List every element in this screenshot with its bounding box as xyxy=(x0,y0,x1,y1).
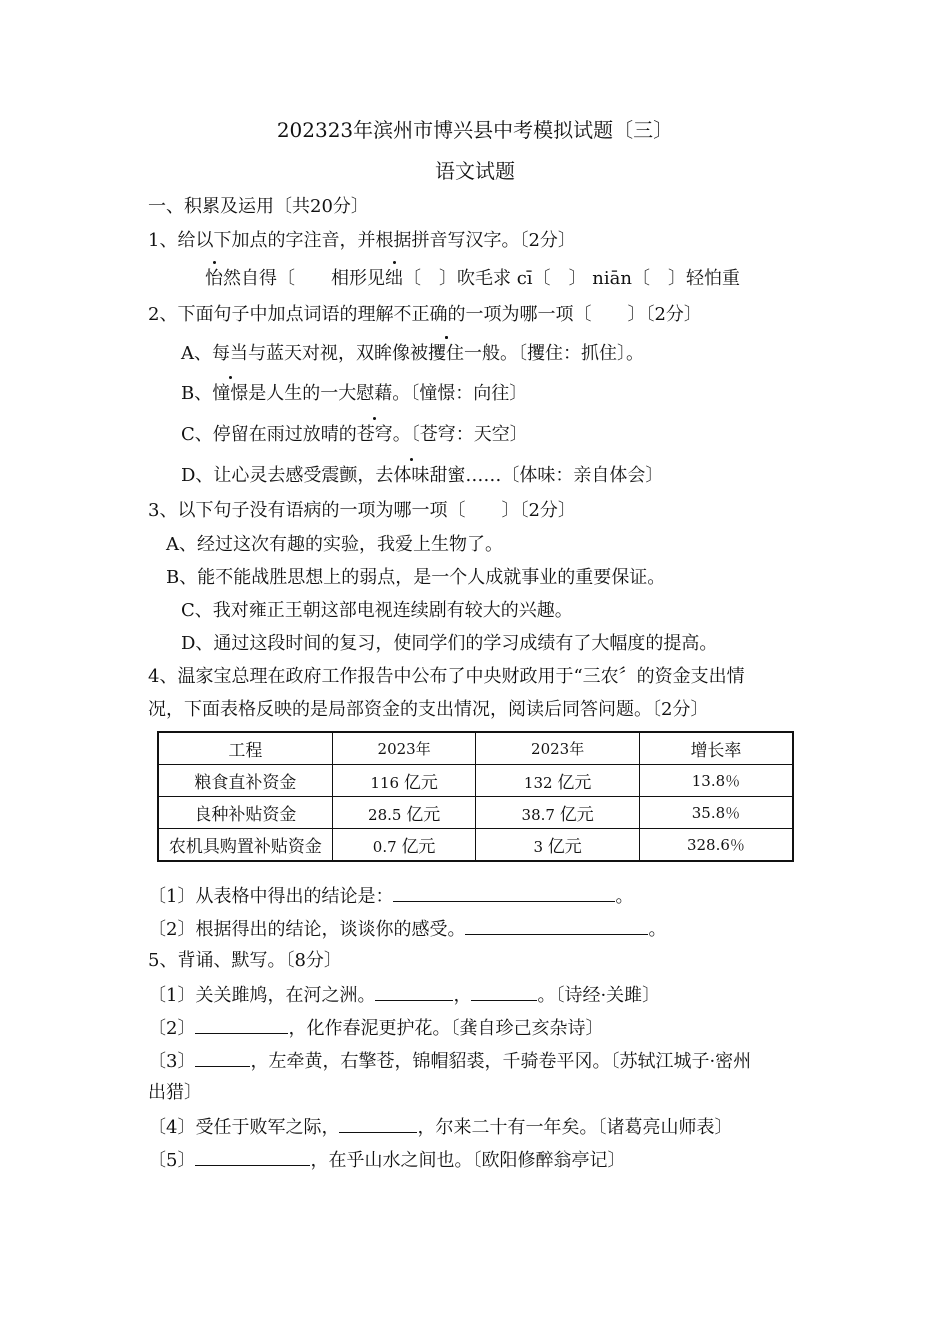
table-cell: 116 亿元 xyxy=(332,765,476,797)
table-header: 工程 xyxy=(158,732,332,765)
table-cell: 28.5 亿元 xyxy=(332,797,476,829)
table-cell-name: 良种补贴资金 xyxy=(158,797,332,829)
table-header: 增长率 xyxy=(639,732,793,765)
answer-blank[interactable] xyxy=(375,982,453,1001)
table-header: 2023年 xyxy=(476,732,639,765)
answer-blank[interactable] xyxy=(195,1015,288,1034)
table-cell-rate: 13.8％ xyxy=(639,765,793,797)
q5-line-5: 〔5〕 ，在乎山水之间也。〔欧阳修醉翁亭记〕 xyxy=(148,1147,625,1173)
answer-blank[interactable] xyxy=(471,982,537,1001)
page-subtitle: 语文试题 xyxy=(435,159,515,183)
q4-stem-line1: 4、温家宝总理在政府工作报告中公布了中央财政用于“三农〞的资金支出情 xyxy=(148,666,745,687)
answer-blank[interactable] xyxy=(195,1048,250,1067)
table-cell-name: 粮食直补资金 xyxy=(158,765,332,797)
q5-line-2: 〔2〕 ，化作春泥更护花。〔龚自珍己亥杂诗〕 xyxy=(148,1015,603,1041)
q2-option-c: C、停留在雨过放晴的苍穹。〔苍穹：天空〕 xyxy=(181,424,528,445)
table-cell: 132 亿元 xyxy=(476,765,639,797)
q3-option-a: A、经过这次有趣的实验，我爱上生物了。 xyxy=(166,534,503,555)
q1-dotted-char-2: 绌 xyxy=(385,268,403,289)
answer-blank[interactable] xyxy=(195,1147,310,1166)
q1-items: 怡然自得〔 相形见绌〔 〕吹毛求 cī〔 〕 niān〔 〕轻怕重 xyxy=(205,268,740,289)
q5-stem: 5、背诵、默写。〔8分〕 xyxy=(148,950,342,971)
table-header-row xyxy=(158,732,793,765)
table-row xyxy=(158,829,793,862)
q3-option-b: B、能不能战胜思想上的弱点，是一个人成就事业的重要保证。 xyxy=(166,567,666,588)
q5-line-3: 〔3〕 ，左牵黄，右擎苍，锦帽貂裘，千骑卷平冈。〔苏轼江城子·密州 xyxy=(148,1048,751,1074)
table-row xyxy=(158,797,793,829)
q2-option-a: A、每当与蓝天对视，双眸像被攫住一般。〔攫住：抓住〕。 xyxy=(181,343,644,364)
q4-stem-line2: 况，下面表格反映的是局部资金的支出情况，阅读后同答问题。〔2分〕 xyxy=(148,699,709,720)
table-cell: 0.7 亿元 xyxy=(332,829,476,862)
q2-option-b: B、憧憬是人生的一大慰藉。〔憧憬：向往〕 xyxy=(181,383,528,404)
q4-sub2: 〔2〕根据得出的结论，谈谈你的感受。 。 xyxy=(148,916,666,942)
table-row xyxy=(158,765,793,797)
q2-c-dotted: 苍穹 xyxy=(356,424,393,445)
q1-stem: 1、给以下加点的字注音，并根据拼音写汉字。〔2分〕 xyxy=(148,230,576,251)
q3-option-d: D、通过这段时间的复习，使同学们的学习成绩有了大幅度的提高。 xyxy=(181,633,718,654)
q1-dotted-char-1: 怡 xyxy=(205,268,223,289)
q2-b-dotted: 憧憬 xyxy=(212,383,249,404)
q3-stem: 3、以下句子没有语病的一项为哪一项〔 〕〔2分〕 xyxy=(148,500,576,521)
table-cell: 38.7 亿元 xyxy=(476,797,639,829)
q4-sub1: 〔1〕从表格中得出的结论是： 。 xyxy=(148,883,633,909)
answer-blank[interactable] xyxy=(339,1114,417,1133)
section-heading: 一、积累及运用〔共20分〕 xyxy=(148,196,369,217)
table-cell-name: 农机具购置补贴资金 xyxy=(158,829,332,862)
table-cell: 3 亿元 xyxy=(476,829,639,862)
table-cell-rate: 328.6％ xyxy=(639,829,793,862)
answer-blank[interactable] xyxy=(465,916,648,935)
q2-d-dotted: 体味 xyxy=(393,465,430,486)
q2-a-dotted: 攫住 xyxy=(428,343,464,364)
answer-blank[interactable] xyxy=(393,883,615,902)
q5-line-3-cont: 出猎〕 xyxy=(148,1082,202,1103)
q2-stem: 2、下面句子中加点词语的理解不正确的一项为哪一项〔 〕〔2分〕 xyxy=(148,304,702,325)
funding-table xyxy=(157,731,794,862)
q5-line-4: 〔4〕受任于败军之际， ，尔来二十有一年矣。〔诸葛亮山师表〕 xyxy=(148,1114,732,1140)
q5-line-1: 〔1〕关关雎鸠，在河之洲。 ， 。〔诗经·关雎〕 xyxy=(148,982,660,1008)
q3-option-c: C、我对雍正王朝这部电视连续剧有较大的兴趣。 xyxy=(181,600,573,621)
page-title: 202323年滨州市博兴县中考模拟试题〔三〕 xyxy=(276,118,674,142)
table-header: 2023年 xyxy=(332,732,476,765)
table-cell-rate: 35.8％ xyxy=(639,797,793,829)
q2-option-d: D、让心灵去感受震颤，去体味甜蜜……〔体味：亲自体会〕 xyxy=(181,465,664,486)
